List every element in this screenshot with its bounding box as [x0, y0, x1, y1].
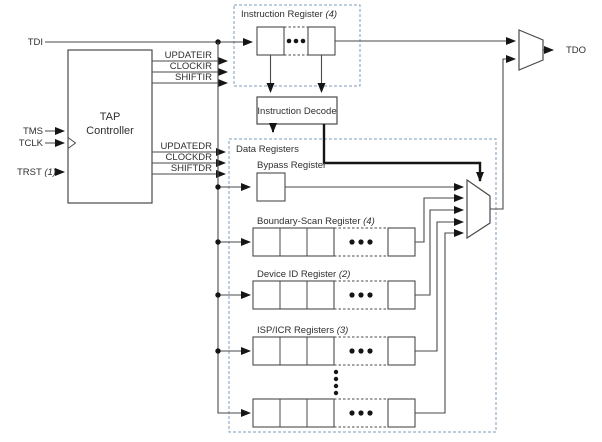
- isp-icr-registers-label: ISP/ICR Registers (3): [257, 325, 349, 336]
- tdi-label: TDI: [27, 37, 43, 48]
- tap-controller-label-line1: TAP: [99, 111, 121, 123]
- bypass-register-cell: [257, 173, 285, 201]
- boundary-to-mux-line: [415, 198, 463, 242]
- instruction-register-cells: [257, 27, 335, 55]
- device-id-register-label: Device ID Register (2): [257, 269, 351, 280]
- shiftdr-label: SHIFTDR: [170, 163, 212, 174]
- tdo-mux: [519, 30, 543, 70]
- device-id-register-cells: [253, 281, 415, 309]
- more-registers-ellipsis: [334, 370, 338, 395]
- additional-register-cells: [253, 399, 415, 427]
- boundary-scan-register-label: Boundary-Scan Register (4): [257, 216, 375, 227]
- clockir-label: CLOCKIR: [169, 61, 212, 72]
- shiftir-label: SHIFTIR: [175, 72, 212, 83]
- clockdr-label: CLOCKDR: [165, 152, 212, 163]
- trst-label: TRST (1): [16, 167, 56, 178]
- data-mux-to-tdo-mux-line: [490, 59, 515, 209]
- isp-icr-to-mux-line: [415, 222, 463, 351]
- bypass-register-label: Bypass Register: [257, 160, 327, 171]
- data-register-mux: [467, 180, 490, 238]
- updatedr-label: UPDATEDR: [160, 141, 212, 152]
- data-registers-title: Data Registers: [236, 144, 299, 155]
- boundary-scan-register-cells: [253, 228, 415, 256]
- additional-register-to-mux-line: [415, 233, 463, 413]
- tap-controller-label-line2: Controller: [86, 125, 134, 137]
- tclk-label: TCLK: [18, 138, 43, 149]
- updateir-label: UPDATEIR: [164, 50, 212, 61]
- tdo-label: TDO: [566, 45, 587, 56]
- tdi-distribution-bus: [215, 42, 250, 413]
- tms-label: TMS: [22, 126, 43, 137]
- isp-icr-register-cells: [253, 337, 415, 365]
- instruction-register-title: Instruction Register (4): [241, 9, 338, 20]
- instruction-decode-label: Instruction Decode: [257, 106, 337, 117]
- decode-select-line: [324, 124, 480, 181]
- device-id-to-mux-line: [415, 210, 463, 295]
